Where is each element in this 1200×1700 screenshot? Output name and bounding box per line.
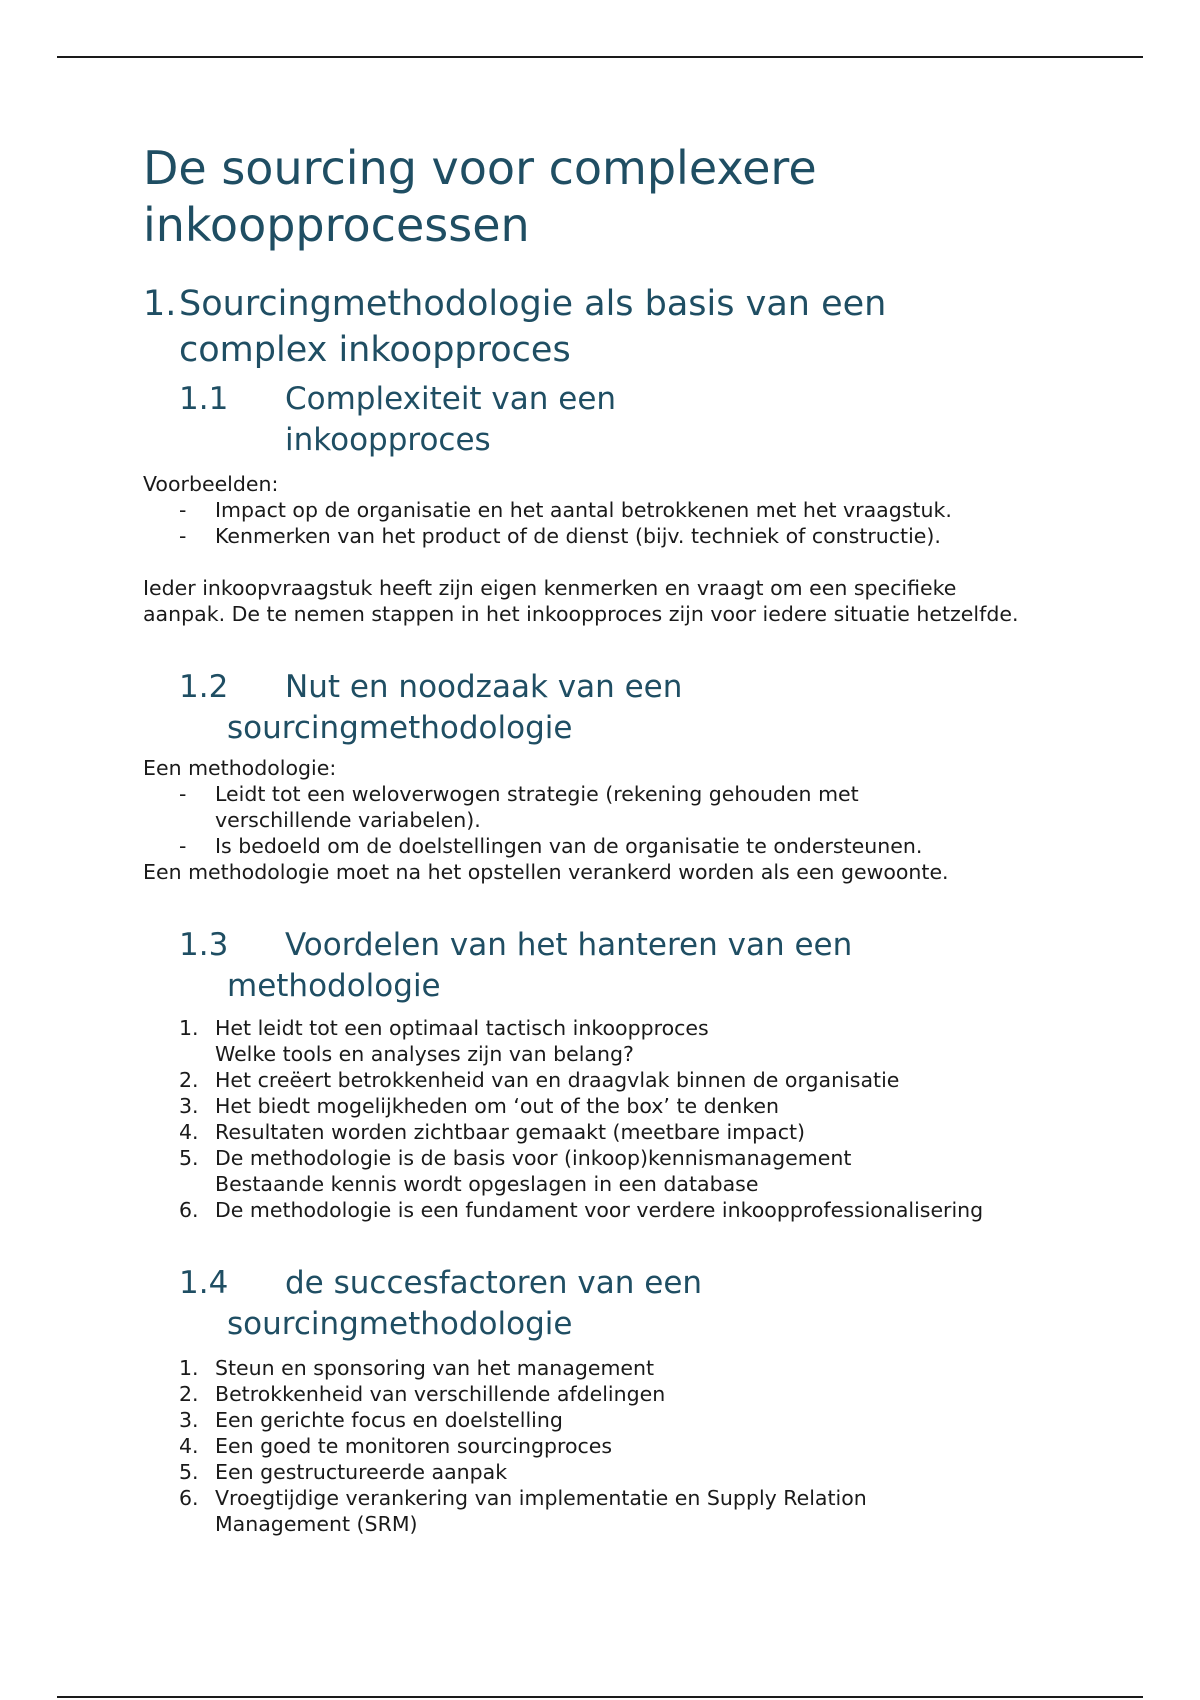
list-item (179, 1093, 1103, 1119)
section-heading-1-2 (179, 667, 1103, 749)
list-item-text: De methodologie is een fundament voor verdere inkoopprofessionalisering (215, 1198, 984, 1222)
document-body (143, 140, 1103, 1537)
list-item-text: Het creëert betrokkenheid van en draagvlak binnen de organisatie (215, 1068, 900, 1092)
section-title (227, 667, 805, 749)
list-item-text: Een goed te monitoren sourcingproces (215, 1434, 613, 1458)
section-heading-1-1 (179, 379, 1103, 461)
section-title-line: de succesfactoren van een (285, 1265, 703, 1301)
list-number: 6. (179, 1486, 199, 1510)
chapter-heading (143, 281, 1103, 373)
list-item-text: De methodologie is de basis voor (inkoop)kennismanagement (215, 1146, 852, 1170)
list-number: 2. (179, 1068, 199, 1092)
section-title-line: sourcingmethodologie (227, 710, 573, 746)
section-title-line: methodologie (227, 968, 441, 1004)
list-item-text: Kenmerken van het product of de dienst (bijv. techniek of constructie). (215, 524, 941, 548)
chapter-number: 1. (143, 284, 177, 324)
list-item-text: Het biedt mogelijkheden om ‘out of the box’ te denken (215, 1094, 779, 1118)
list-item-text: Impact op de organisatie en het aantal betrokkenen met het vraagstuk. (215, 498, 952, 522)
section-number: 1.1 (179, 381, 229, 417)
list-item-text: Vroegtijdige verankering van implementatie en Supply Relation Management (SRM) (215, 1486, 867, 1536)
list-number: 1. (179, 1356, 199, 1380)
list-item-subtext: Bestaande kennis wordt opgeslagen in een database (215, 1172, 759, 1196)
list-number: 1. (179, 1016, 199, 1040)
bullet-marker: - (179, 498, 187, 522)
list-item-text: Steun en sponsoring van het management (215, 1356, 655, 1380)
list-number: 6. (179, 1198, 199, 1222)
section-title (227, 925, 925, 1007)
numbered-list (143, 1355, 1103, 1537)
list-item (179, 1355, 1103, 1381)
section-intro: Voorbeelden: (143, 472, 279, 496)
list-item (179, 523, 1103, 549)
list-number: 4. (179, 1120, 199, 1144)
section-paragraph: Ieder inkoopvraagstuk heeft zijn eigen kenmerken en vraagt om een specifieke aanpak. De te nemen stappen in het inkoopproces zijn voor iedere situatie hetzelfde. (143, 576, 1019, 626)
section-heading-1-4 (179, 1263, 1103, 1345)
list-item-text: Betrokkenheid van verschillende afdelingen (215, 1382, 666, 1406)
footer-rule (57, 1696, 1143, 1698)
list-item (179, 1015, 1103, 1041)
section-number: 1.3 (179, 927, 229, 963)
section-title (227, 1263, 805, 1345)
bullet-marker: - (179, 782, 187, 806)
list-item (179, 1407, 1103, 1433)
list-number: 4. (179, 1434, 199, 1458)
list-item (179, 781, 1103, 833)
bullet-marker: - (179, 524, 187, 548)
list-item-text: Een gerichte focus en doelstelling (215, 1408, 563, 1432)
section-title-line: Voordelen van het hanteren van een (285, 927, 853, 963)
section-outro: Een methodologie moet na het opstellen verankerd worden als een gewoonte. (143, 860, 949, 884)
list-item (179, 1145, 1103, 1171)
list-item-text: Is bedoeld om de doelstellingen van de organisatie te ondersteunen. (215, 834, 923, 858)
list-number: 5. (179, 1460, 199, 1484)
list-item (179, 1197, 1103, 1223)
list-item (179, 833, 1103, 859)
list-item (179, 1433, 1103, 1459)
list-item-text: Een gestructureerde aanpak (215, 1460, 508, 1484)
section-heading-1-3 (179, 925, 1103, 1007)
section-intro: Een methodologie: (143, 756, 337, 780)
list-number: 2. (179, 1382, 199, 1406)
list-item (179, 497, 1103, 523)
section-number: 1.2 (179, 669, 229, 705)
chapter-title: Sourcingmethodologie als basis van een complex inkoopproces (179, 284, 887, 370)
numbered-list (143, 1015, 1103, 1223)
list-item (179, 1119, 1103, 1145)
list-item-text: Het leidt tot een optimaal tactisch inkoopproces (215, 1016, 709, 1040)
list-number: 3. (179, 1094, 199, 1118)
header-rule (57, 56, 1143, 58)
bullet-marker: - (179, 834, 187, 858)
list-item-subtext: Welke tools en analyses zijn van belang? (215, 1042, 634, 1066)
list-item (179, 1381, 1103, 1407)
list-item (179, 1459, 1103, 1485)
section-title-line: Nut en noodzaak van een (285, 669, 683, 705)
list-item (179, 1485, 1103, 1537)
list-number: 3. (179, 1408, 199, 1432)
section-title-line: sourcingmethodologie (227, 1306, 573, 1342)
list-item-text: Leidt tot een weloverwogen strategie (rekening gehouden met verschillende variabelen). (215, 782, 859, 832)
list-item (179, 1067, 1103, 1093)
section-title: Complexiteit van een inkoopproces (285, 381, 617, 458)
document-title: De sourcing voor complexere inkoopprocessen (143, 141, 817, 252)
list-number: 5. (179, 1146, 199, 1170)
section-number: 1.4 (179, 1265, 229, 1301)
list-item-text: Resultaten worden zichtbaar gemaakt (meetbare impact) (215, 1120, 806, 1144)
